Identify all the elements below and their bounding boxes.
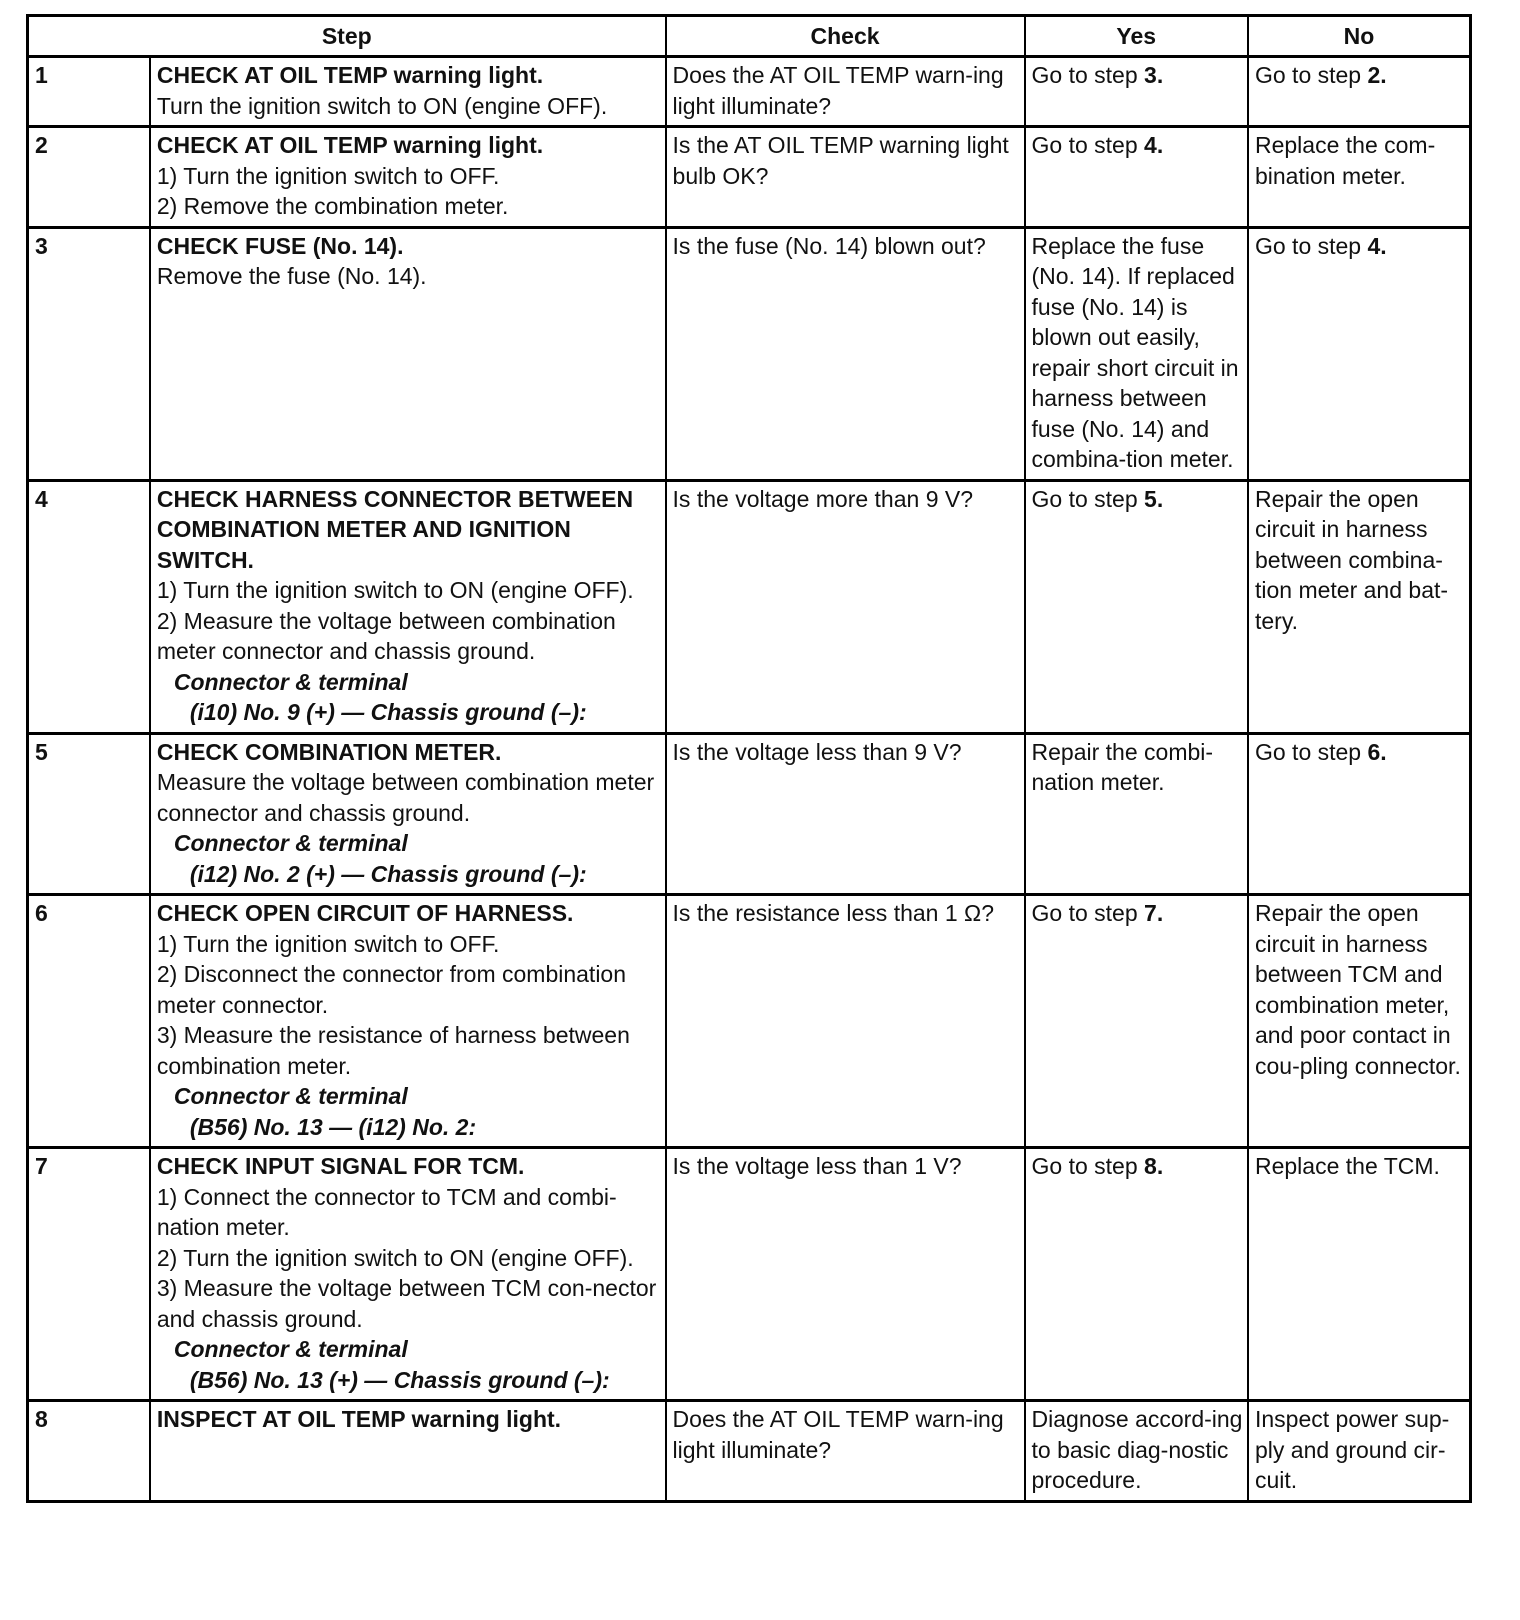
step-cell — [150, 1148, 666, 1401]
yes-cell — [1025, 895, 1248, 1148]
step-cell — [150, 1401, 666, 1502]
step-cell — [150, 227, 666, 480]
connector-terminal-label: Connector & terminal — [173, 1083, 408, 1109]
no-cell: Repair the open circuit in harness between combina-tion meter and bat-tery. — [1248, 480, 1471, 733]
step-number: 4 — [28, 480, 150, 733]
step-number: 7 — [28, 1148, 150, 1401]
yes-text: Go to step — [1031, 900, 1145, 926]
table-row — [28, 1148, 1471, 1401]
step-instruction: 1) Turn the ignition switch to OFF. — [156, 162, 500, 189]
step-instruction: 2) Disconnect the connector from combination meter connector. — [156, 961, 627, 1018]
table-row — [28, 480, 1471, 733]
step-number: 5 — [28, 733, 150, 895]
diagnostic-table — [26, 14, 1472, 1503]
step-instruction: 1) Turn the ignition switch to ON (engine OFF). — [156, 577, 634, 603]
no-cell: Replace the com-bination meter. — [1248, 127, 1471, 228]
yes-cell — [1025, 127, 1248, 228]
yes-text: Go to step — [1031, 132, 1145, 158]
step-title: CHECK AT OIL TEMP warning light. — [156, 132, 544, 158]
table-row — [28, 227, 1471, 480]
no-text: Go to step — [1254, 738, 1368, 765]
step-instruction: 3) Measure the voltage between TCM con-nector and chassis ground. — [156, 1275, 657, 1332]
step-title: CHECK AT OIL TEMP warning light. — [156, 62, 544, 88]
yes-text: Go to step — [1031, 485, 1145, 512]
header-check: Check — [666, 16, 1025, 57]
check-cell: Is the voltage more than 9 V? — [666, 480, 1025, 733]
table-row — [28, 127, 1471, 228]
yes-text: Go to step — [1031, 1153, 1145, 1179]
connector-terminal-label: Connector & terminal — [173, 830, 408, 856]
step-instruction: 3) Measure the resistance of harness between combination meter. — [156, 1022, 630, 1079]
step-title: CHECK HARNESS CONNECTOR BETWEEN COMBINATION METER AND IGNITION SWITCH. — [156, 485, 634, 573]
no-step-ref: 4. — [1367, 232, 1387, 259]
check-cell: Does the AT OIL TEMP warn-ing light illuminate? — [666, 57, 1025, 127]
step-instruction: 2) Measure the voltage between combination meter connector and chassis ground. — [156, 607, 616, 664]
step-title: CHECK INPUT SIGNAL FOR TCM. — [156, 1153, 525, 1179]
yes-cell — [1025, 57, 1248, 127]
step-number: 8 — [28, 1401, 150, 1502]
connector-terminal-value: (B56) No. 13 (+) — Chassis ground (–): — [189, 1366, 610, 1393]
step-instruction: 1) Turn the ignition switch to OFF. — [156, 930, 500, 957]
check-cell: Is the voltage less than 9 V? — [666, 733, 1025, 895]
connector-terminal-value: (i12) No. 2 (+) — Chassis ground (–): — [189, 860, 587, 887]
step-title: CHECK FUSE (No. 14). — [156, 232, 404, 259]
step-cell — [150, 57, 666, 127]
step-cell — [150, 733, 666, 895]
header-yes: Yes — [1025, 16, 1248, 57]
yes-step-ref: 7. — [1144, 900, 1164, 926]
header-step: Step — [28, 16, 666, 57]
step-cell — [150, 480, 666, 733]
check-cell: Is the voltage less than 1 V? — [666, 1148, 1025, 1401]
step-instruction: Turn the ignition switch to ON (engine OFF). — [156, 92, 608, 119]
step-instruction: Measure the voltage between combination meter connector and chassis ground. — [156, 769, 655, 826]
check-cell: Is the resistance less than 1 Ω? — [666, 895, 1025, 1148]
table-header-row — [28, 16, 1471, 57]
no-cell: Replace the TCM. — [1248, 1148, 1471, 1401]
step-title: CHECK COMBINATION METER. — [156, 738, 502, 765]
table-row — [28, 57, 1471, 127]
step-cell — [150, 895, 666, 1148]
yes-step-ref: 3. — [1144, 62, 1164, 88]
no-cell: Repair the open circuit in harness between TCM and combination meter, and poor contact in cou-pling connector. — [1248, 895, 1471, 1148]
yes-cell: Diagnose accord-ing to basic diag-nostic procedure. — [1025, 1401, 1248, 1502]
no-cell — [1248, 57, 1471, 127]
connector-terminal-label: Connector & terminal — [173, 1336, 408, 1362]
header-no: No — [1248, 16, 1471, 57]
step-title: INSPECT AT OIL TEMP warning light. — [156, 1406, 562, 1432]
step-instruction: 2) Remove the combination meter. — [156, 193, 509, 219]
step-cell — [150, 127, 666, 228]
step-instruction: Remove the fuse (No. 14). — [156, 263, 427, 289]
step-instruction: 2) Turn the ignition switch to ON (engine OFF). — [156, 1244, 634, 1271]
step-instruction: 1) Connect the connector to TCM and combi-nation meter. — [156, 1183, 617, 1240]
step-number: 6 — [28, 895, 150, 1148]
step-number: 2 — [28, 127, 150, 228]
no-cell — [1248, 227, 1471, 480]
no-cell — [1248, 733, 1471, 895]
no-text: Go to step — [1254, 232, 1368, 259]
diagnostic-table-sheet — [26, 14, 1472, 1503]
connector-terminal-value: (i10) No. 9 (+) — Chassis ground (–): — [189, 699, 587, 725]
no-text: Go to step — [1254, 62, 1368, 88]
no-step-ref: 6. — [1367, 738, 1387, 765]
check-cell: Is the fuse (No. 14) blown out? — [666, 227, 1025, 480]
yes-step-ref: 5. — [1144, 485, 1164, 512]
yes-text: Go to step — [1031, 62, 1145, 88]
connector-terminal-label: Connector & terminal — [173, 668, 408, 695]
table-row — [28, 895, 1471, 1148]
step-title: CHECK OPEN CIRCUIT OF HARNESS. — [156, 900, 574, 926]
table-row — [28, 1401, 1471, 1502]
yes-step-ref: 8. — [1144, 1153, 1164, 1179]
step-number: 1 — [28, 57, 150, 127]
yes-cell — [1025, 480, 1248, 733]
yes-cell: Replace the fuse (No. 14). If replaced fuse (No. 14) is blown out easily, repair short circuit in harness between fuse (No. 14) and combina-tion meter. — [1025, 227, 1248, 480]
yes-cell: Repair the combi-nation meter. — [1025, 733, 1248, 895]
step-number: 3 — [28, 227, 150, 480]
yes-cell — [1025, 1148, 1248, 1401]
no-cell: Inspect power sup-ply and ground cir-cuit. — [1248, 1401, 1471, 1502]
check-cell: Is the AT OIL TEMP warning light bulb OK? — [666, 127, 1025, 228]
yes-step-ref: 4. — [1144, 132, 1164, 158]
connector-terminal-value: (B56) No. 13 — (i12) No. 2: — [189, 1113, 477, 1140]
no-step-ref: 2. — [1367, 62, 1387, 88]
check-cell: Does the AT OIL TEMP warn-ing light illuminate? — [666, 1401, 1025, 1502]
table-row — [28, 733, 1471, 895]
